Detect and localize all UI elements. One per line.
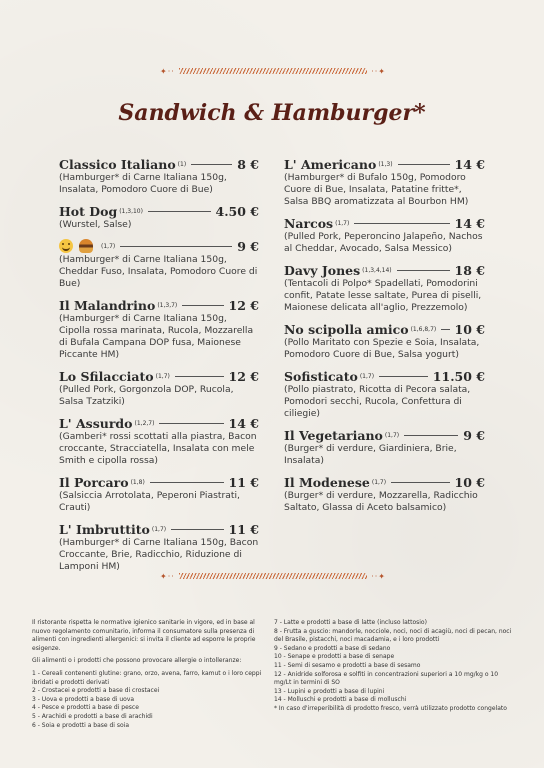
menu-item-header xyxy=(59,521,259,537)
allergen-codes: (1,8) xyxy=(130,478,145,486)
right-menu-column xyxy=(284,156,485,521)
allergen-codes: (1,7) xyxy=(335,219,350,227)
leader-line xyxy=(379,376,428,377)
menu-item-name: Il Porcaro xyxy=(59,474,129,490)
menu-item-description: (Hamburger* di Carne Italiana 150g, Insalata, Pomodoro Cuore di Bue) xyxy=(59,172,227,195)
menu-item-description: (Pulled Pork, Peperoncino Jalapeño, Nachos al Cheddar, Avocado, Salsa Messico) xyxy=(284,231,483,254)
menu-item-description: (Burger* di verdure, Mozzarella, Radicchio Saltato, Glassa di Aceto balsamico) xyxy=(284,490,478,513)
menu-item xyxy=(59,238,259,290)
menu-item-header xyxy=(284,215,485,231)
allergen-codes: (1,3,4,14) xyxy=(362,266,392,274)
leader-line xyxy=(148,211,211,212)
menu-item xyxy=(59,474,259,514)
leader-line xyxy=(171,529,223,530)
leader-line xyxy=(404,435,458,436)
allergen-list-item: 9 - Sedano e prodotti a base di sedano xyxy=(274,644,391,652)
menu-item-header xyxy=(59,203,259,219)
menu-item xyxy=(59,156,259,196)
menu-item-name: Classico Italiano xyxy=(59,156,176,172)
menu-item-header xyxy=(284,427,485,443)
allergen-list-item: * In caso d'irreperibilità di prodotto fresco, verrà utilizzato prodotto congelato xyxy=(274,704,507,712)
menu-item-header xyxy=(284,321,485,337)
allergen-codes: (1,7) xyxy=(359,372,375,380)
menu-item-price: 11 € xyxy=(228,474,259,490)
menu-item-price: 11.50 € xyxy=(432,368,485,384)
menu-item-name: Davy Jones xyxy=(284,262,361,278)
leader-line xyxy=(391,482,449,483)
menu-item-description: (Pollo Maritato con Spezie e Soia, Insalata, Pomodoro Cuore di Bue, Salsa yogurt) xyxy=(284,337,480,360)
menu-item-header xyxy=(59,368,259,384)
menu-item-header xyxy=(284,474,485,490)
menu-item-price: 8 € xyxy=(237,156,259,172)
menu-item-description: (Hamburger* di Carne Italiana 150g, Cipolla rossa marinata, Rucola, Mozzarella di Bufala Campana DOP fusa, Maionese Piccante HM) xyxy=(59,313,254,360)
left-menu-column xyxy=(59,156,259,580)
menu-item-description: (Pulled Pork, Gorgonzola DOP, Rucola, Salsa Tzatziki) xyxy=(59,384,234,407)
allergen-list-item: 7 - Latte e prodotti a base di latte (incluso lattosio) xyxy=(274,619,427,626)
menu-item-name: Il Modenese xyxy=(284,474,370,490)
menu-item-description: (Pollo piastrato, Ricotta di Pecora salata, Pomodori secchi, Rucola, Confettura di ciliegie) xyxy=(284,384,471,419)
leader-line xyxy=(120,246,232,247)
menu-item xyxy=(284,215,485,255)
menu-item xyxy=(59,297,259,361)
menu-item-header xyxy=(284,262,485,278)
menu-item-header xyxy=(59,415,259,431)
menu-item-price: 10 € xyxy=(454,474,485,490)
menu-item-description: (Wurstel, Salse) xyxy=(59,219,132,230)
menu-item-name: L' Imbruttito xyxy=(59,521,150,537)
allergen-list-item: 8 - Frutta a guscio: mandorle, nocciole, noci, noci di acagiù, noci di pecan, noci del Brasile, pistacchi, noci macadamia, e i loro prodotti xyxy=(274,627,512,644)
divider-right-ornament: ··✦ xyxy=(371,571,386,581)
menu-item-name: Lo Sfilacciato xyxy=(59,368,154,384)
menu-item xyxy=(59,521,259,573)
menu-item-price: 9 € xyxy=(237,238,259,254)
menu-item-name: L' Americano xyxy=(284,156,377,172)
leader-line xyxy=(191,164,232,165)
allergen-list-item: 6 - Soia e prodotti a base di soia xyxy=(32,721,130,729)
allergen-list-item: 10 - Senape e prodotti a base di senape xyxy=(274,653,395,661)
allergen-list-item: 12 - Anidride solforosa e solfiti in concentrazioni superiori a 10 mg/kg o 10 mg/Lt in termini di SO xyxy=(274,670,499,687)
menu-item-name: No scipolla amico xyxy=(284,321,409,337)
menu-item-header xyxy=(59,238,259,254)
menu-item-description: (Salsiccia Arrotolata, Peperoni Piastrati, Crauti) xyxy=(59,490,240,513)
divider-right-ornament: ··✦ xyxy=(371,66,386,76)
menu-item xyxy=(284,427,485,467)
menu-item-description: (Burger* di verdure, Giardiniera, Brie, Insalata) xyxy=(284,443,457,466)
top-divider xyxy=(160,66,386,76)
menu-item xyxy=(59,203,259,231)
menu-item-header xyxy=(59,474,259,490)
divider-hatch xyxy=(179,573,367,579)
menu-item-price: 10 € xyxy=(454,321,485,337)
allergen-list-item: 1 - Cereali contenenti glutine: grano, orzo, avena, farro, kamut o i loro ceppi ibridati e prodotti derivati xyxy=(32,669,262,686)
menu-item xyxy=(284,262,485,314)
menu-item xyxy=(284,474,485,514)
menu-item-price: 4.50 € xyxy=(215,203,259,219)
menu-item-price: 18 € xyxy=(454,262,485,278)
leader-line xyxy=(159,423,223,424)
allergen-list-item: 2 - Crostacei e prodotti a base di crostacei xyxy=(32,687,160,695)
allergen-list-item: 4 - Pesce e prodotti a base di pesce xyxy=(32,704,139,712)
allergen-codes: (1,3,7) xyxy=(157,301,178,309)
allergen-list-item: 5 - Arachidi e prodotti a base di arachidi xyxy=(32,712,153,720)
menu-item-price: 12 € xyxy=(228,368,259,384)
allergen-codes: (1,7) xyxy=(384,431,400,439)
allergen-codes: (1,7) xyxy=(101,242,116,250)
leader-line xyxy=(175,376,224,377)
burger-emoji-icon xyxy=(79,239,93,253)
menu-item xyxy=(59,368,259,408)
allergen-list-right xyxy=(274,619,514,714)
menu-item-description: (Gamberi* rossi scottati alla piastra, Bacon croccante, Stracciatella, Insalata con mele Smith e cipolla rossa) xyxy=(59,431,257,466)
menu-item xyxy=(284,156,485,208)
allergen-list-item: 11 - Semi di sesamo e prodotti a base di sesamo xyxy=(274,661,421,669)
menu-item-name: L' Assurdo xyxy=(59,415,133,431)
menu-item-description: (Tentacoli di Polpo* Spadellati, Pomodorini confit, Patate lesse saltate, Purea di piselli, Maionese delicata all'aglio, Prezzemolo) xyxy=(284,278,482,313)
allergen-notice-left xyxy=(32,619,264,730)
leader-line xyxy=(397,270,450,271)
allergen-list-item: 14 - Molluschi e prodotti a base di molluschi xyxy=(274,696,407,704)
leader-line xyxy=(182,305,223,306)
menu-item-name: Il Vegetariano xyxy=(284,427,383,443)
menu-item xyxy=(59,415,259,467)
allergen-codes: (1,3) xyxy=(378,160,393,168)
allergen-codes: (1,2,7) xyxy=(134,419,155,427)
menu-item-header xyxy=(284,156,485,172)
leader-line xyxy=(354,223,449,224)
divider-hatch xyxy=(179,68,367,74)
leader-line xyxy=(441,329,449,330)
menu-item-header xyxy=(59,156,259,172)
divider-left-ornament: ✦·· xyxy=(160,571,175,581)
menu-item xyxy=(284,321,485,361)
menu-item-price: 14 € xyxy=(454,215,485,231)
menu-item-name: Il Malandrino xyxy=(59,297,156,313)
menu-item-description: (Hamburger* di Bufalo 150g, Pomodoro Cuore di Bue, Insalata, Patatine fritte*, Salsa BBQ aromatizzata al Bourbon HM) xyxy=(284,172,469,207)
divider-left-ornament: ✦·· xyxy=(160,66,175,76)
allergen-intro-text: Il ristorante rispetta le normative igienico sanitarie in vigore, ed in base al nuovo regolamento comunitario, informa il consumatore sulla presenza di alimenti con ingredienti allergenici: si invita il cliente ad esporre le proprie esigenze. xyxy=(32,619,256,652)
allergen-list-item: 13 - Lupini e prodotti a base di lupini xyxy=(274,687,385,695)
allergen-codes: (1,7) xyxy=(155,372,170,380)
allergen-list-title: Gli alimenti o i prodotti che possono provocare allergie o intolleranze: xyxy=(32,657,242,665)
smile-emoji-icon xyxy=(59,239,73,253)
allergen-list-left xyxy=(32,670,264,730)
menu-item-price: 12 € xyxy=(228,297,259,313)
menu-item-header xyxy=(59,297,259,313)
leader-line xyxy=(150,482,224,483)
allergen-codes: (1) xyxy=(177,160,187,168)
allergen-codes: (1,6,8,7) xyxy=(410,325,437,333)
menu-item-description: (Hamburger* di Carne Italiana 150g, Cheddar Fuso, Insalata, Pomodoro Cuore di Bue) xyxy=(59,254,258,289)
menu-item-header xyxy=(284,368,485,384)
menu-item-price: 11 € xyxy=(228,521,259,537)
bottom-divider xyxy=(160,571,386,581)
page-title: Sandwich & Hamburger* xyxy=(118,100,426,126)
menu-item-price: 14 € xyxy=(454,156,485,172)
allergen-list-item: 3 - Uova e prodotti a base di uova xyxy=(32,695,135,703)
menu-item-name: Narcos xyxy=(284,215,334,231)
menu-item-price: 14 € xyxy=(228,415,259,431)
menu-item-name: Hot Dog xyxy=(59,203,118,219)
allergen-notice-right xyxy=(274,619,514,714)
allergen-codes: (1,7) xyxy=(371,478,387,486)
menu-item-description: (Hamburger* di Carne Italiana 150g, Bacon Croccante, Brie, Radicchio, Riduzione di Lamponi HM) xyxy=(59,537,259,572)
allergen-codes: (1,7) xyxy=(151,525,167,533)
allergen-codes: (1,3,10) xyxy=(119,207,143,215)
menu-item xyxy=(284,368,485,420)
menu-item-price: 9 € xyxy=(463,427,485,443)
leader-line xyxy=(398,164,450,165)
menu-item-name: Sofisticato xyxy=(284,368,358,384)
